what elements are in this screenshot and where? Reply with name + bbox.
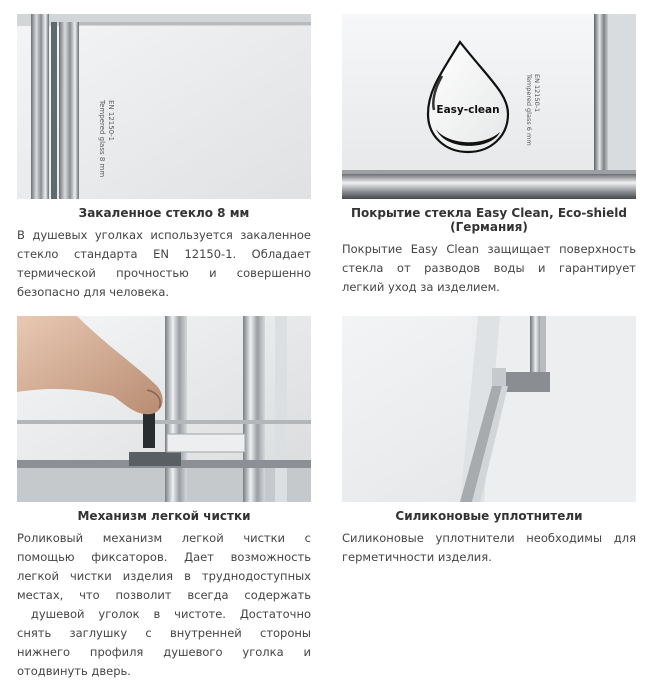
description-line: стекла от разводов воды и гарантирует: [342, 261, 636, 275]
feature-card-tempered-glass: [17, 14, 311, 302]
tempered-glass-image: [17, 14, 311, 199]
feature-description: [17, 529, 311, 681]
description-line: термической прочностью и совершенно: [17, 266, 311, 280]
easy-clean-logo-text: Easy-clean: [436, 104, 500, 116]
feature-title: [342, 206, 636, 234]
description-line: душевой уголок в чистоте. Достаточно: [17, 607, 311, 621]
description-line: Силиконовые уплотнители необходимы для: [342, 531, 636, 545]
description-line: легкий уход за изделием.: [342, 280, 500, 294]
feature-description: [17, 226, 311, 302]
glass-stamp-line-2: Tempered glass 8 mm: [98, 100, 106, 178]
feature-card-silicone-seals: [342, 316, 636, 567]
feature-title: Закаленное стекло 8 мм: [78, 206, 250, 220]
easy-clean-image: [342, 14, 636, 199]
feature-title-line-1: Покрытие стекла Easy Clean, Eco-shield: [350, 206, 628, 220]
glass-stamp-line-2: Tempered glass 6 mm: [525, 74, 533, 146]
description-line: В душевых уголках используется закаленное: [17, 228, 311, 242]
silicone-seals-image: [342, 316, 636, 502]
feature-description: [342, 240, 636, 297]
description-line: помощью фиксаторов. Дает возможность: [17, 550, 311, 564]
feature-card-easy-clean: [342, 14, 636, 297]
description-line: снять заглушку с внутренней стороны: [17, 626, 311, 640]
description-line: стекло стандарта EN 12150-1. Обладает: [17, 247, 311, 261]
description-line: герметичности изделия.: [342, 550, 492, 564]
description-line: отодвинуть дверь.: [17, 664, 131, 678]
feature-card-easy-cleaning-mechanism: [17, 316, 311, 681]
feature-title-line-2: (Германия): [450, 220, 528, 234]
feature-title: Силиконовые уплотнители: [395, 509, 583, 523]
description-line: легкой чистки изделия в труднодоступных: [17, 569, 311, 583]
glass-stamp-line-1: EN 12150-1: [533, 74, 541, 113]
cleaning-mechanism-image: [17, 316, 311, 502]
description-line: местах, что позволит всегда содержать: [17, 588, 311, 602]
tempered-glass-photo: [17, 14, 311, 199]
description-line: Роликовый механизм легкой чистки с: [17, 531, 311, 545]
feature-title: Механизм легкой чистки: [77, 509, 251, 523]
easy-clean-photo: [342, 14, 636, 199]
description-line: нижнего профиля душевого уголка и: [17, 645, 311, 659]
glass-stamp-line-1: EN 12150-1: [107, 100, 115, 142]
description-line: безопасно для человека.: [17, 285, 170, 299]
silicone-seals-photo: [342, 316, 636, 502]
cleaning-mechanism-photo: [17, 316, 311, 502]
description-line: Покрытие Easy Clean защищает поверхность: [342, 242, 636, 256]
feature-description: [342, 529, 636, 567]
